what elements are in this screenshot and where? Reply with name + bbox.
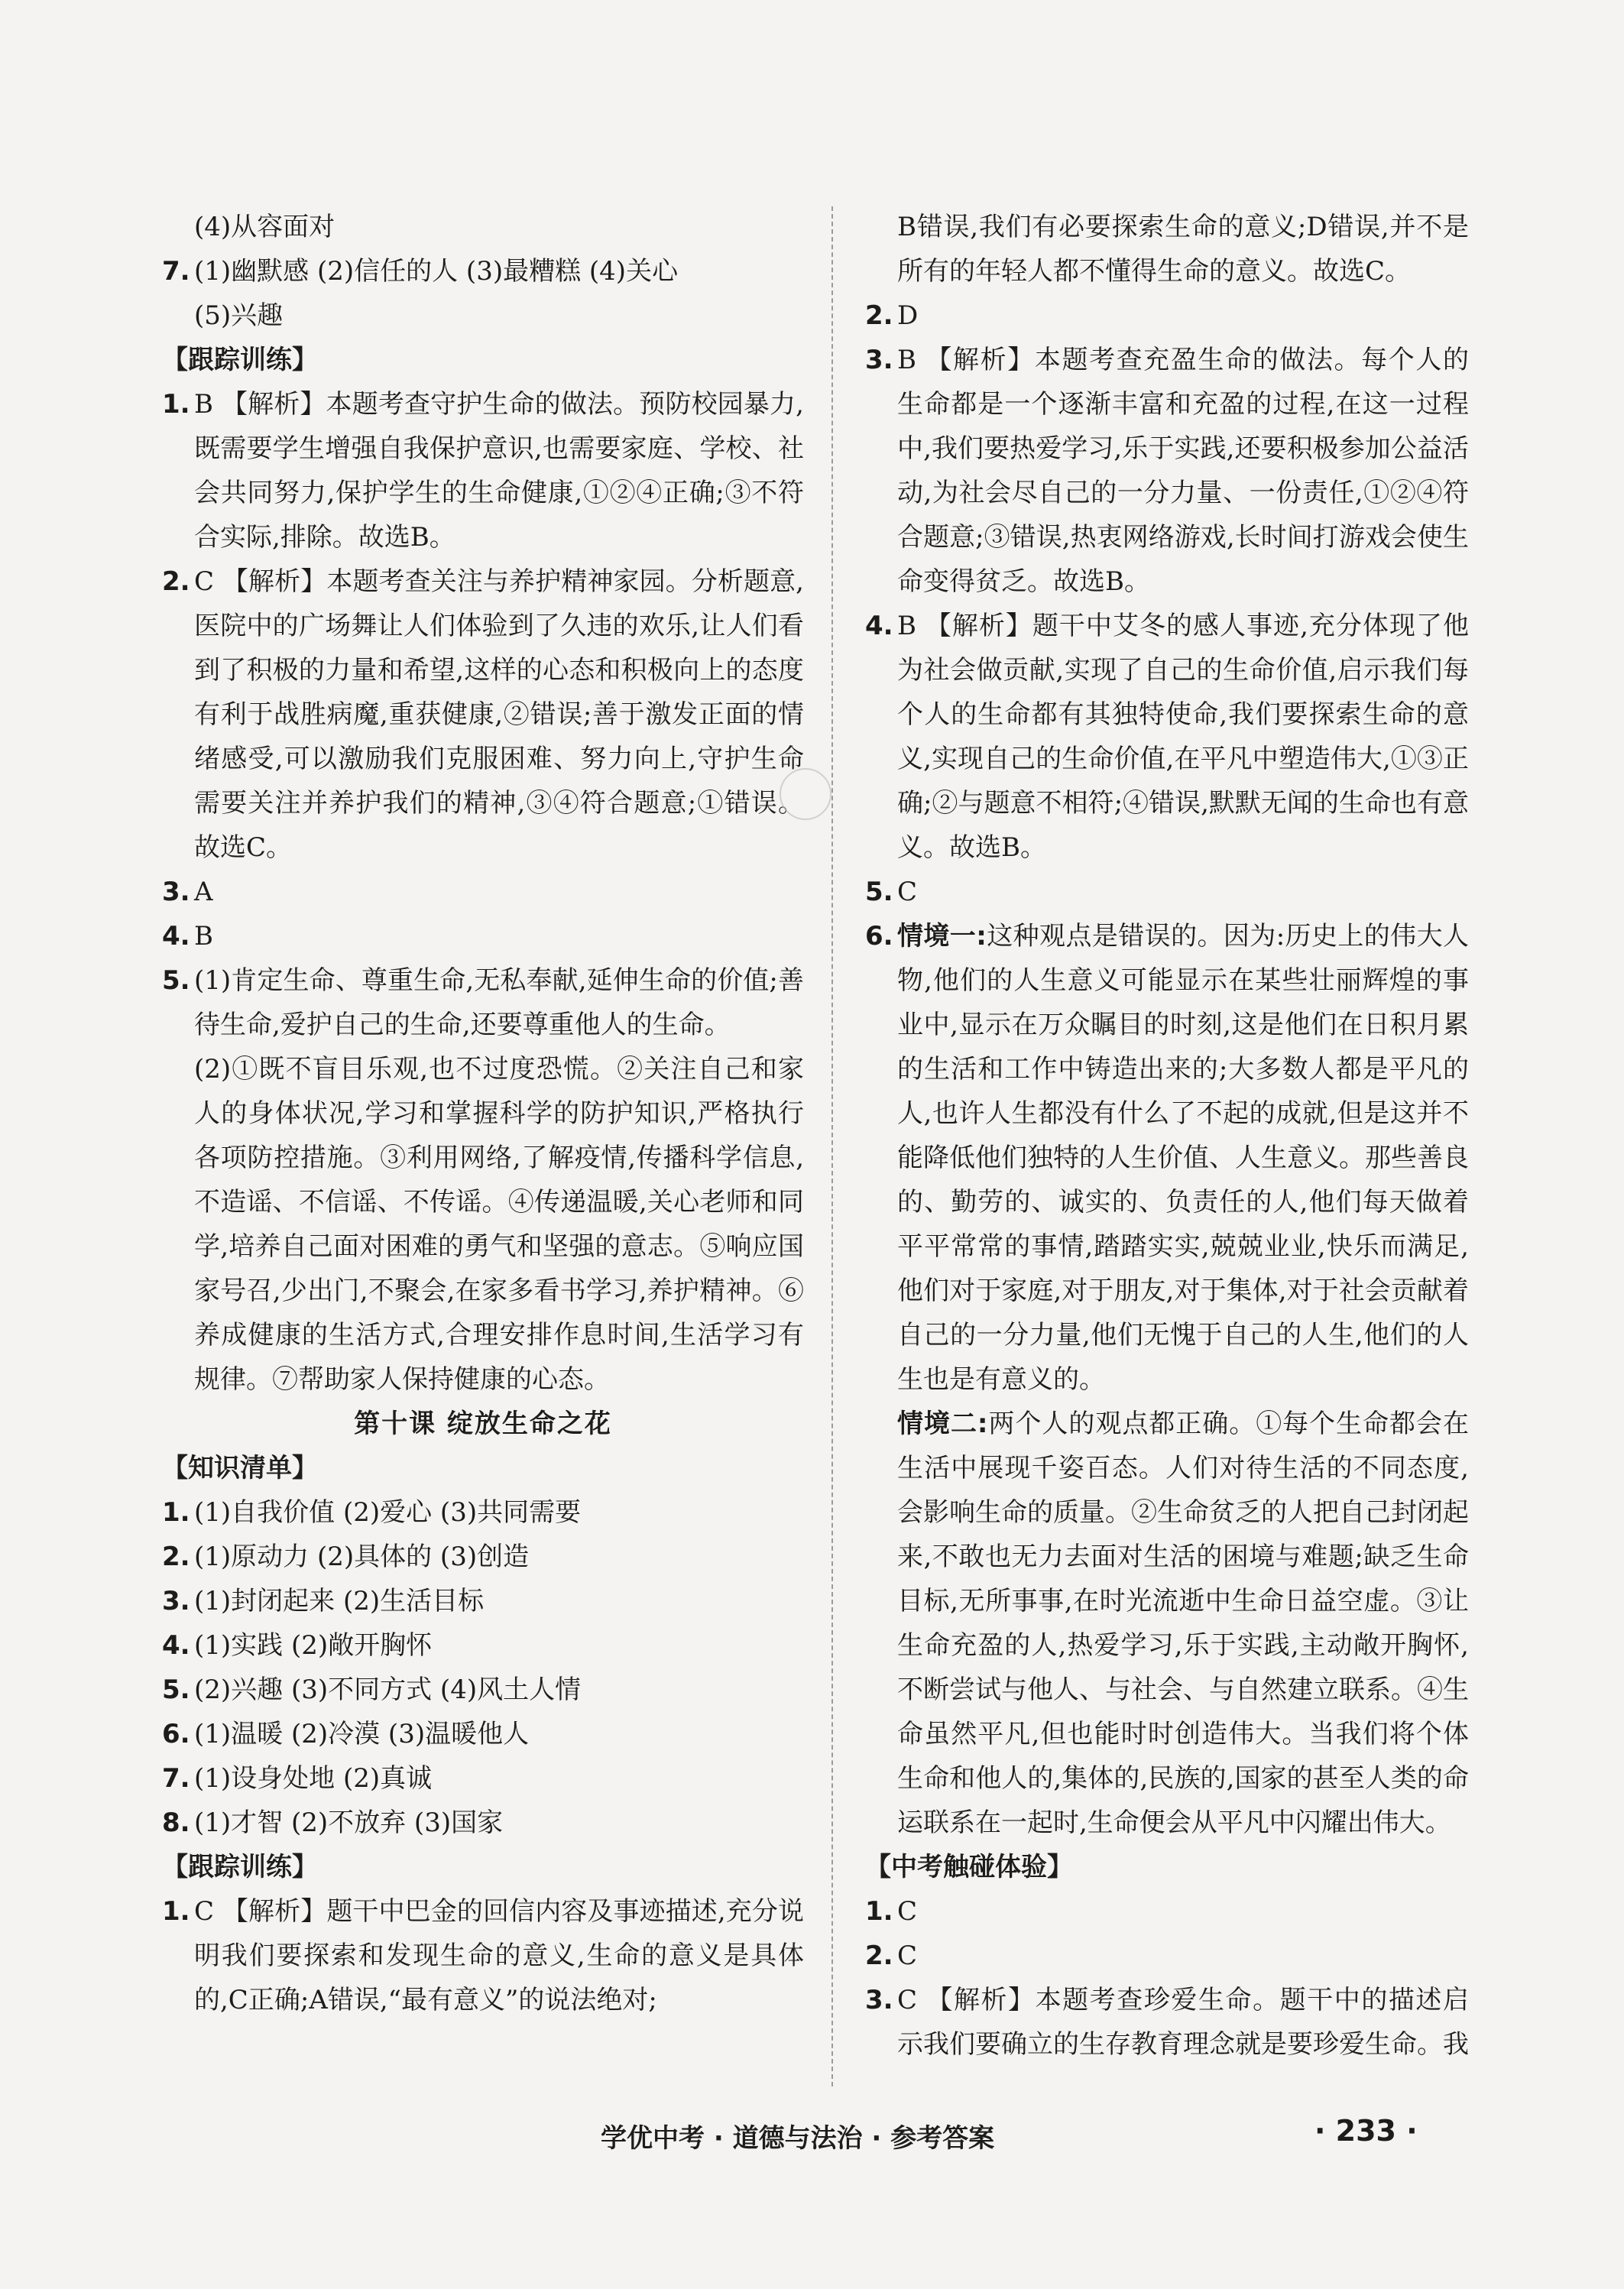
- answer-text: (1)肯定生命、尊重生命,无私奉献,延伸生命的价值;善待生命,爱护自己的生命,还要尊重他人的生命。: [194, 965, 804, 1040]
- answer-text: C 【解析】本题考查珍爱生命。题干中的描述启示我们要确立的生存教育理念就是要珍爱生命。我: [897, 1985, 1469, 2060]
- answer-text: B: [194, 921, 213, 952]
- section-heading: 【中考触碰体验】: [865, 1852, 1073, 1882]
- exam-2: [865, 1934, 1469, 1978]
- item-number: 4.: [865, 611, 893, 641]
- item-number: 3.: [162, 1586, 190, 1616]
- answer-text: B 【解析】本题考查守护生命的做法。预防校园暴力,既需要学生增强自我保护意识,也需要家庭、学校、社会共同努力,保护学生的生命健康,①②④正确;③不符合实际,排除。故选B。: [194, 389, 804, 553]
- item-number: 8.: [162, 1808, 190, 1838]
- answer-text: C: [897, 877, 918, 907]
- answer-text: (1)自我价值 (2)爱心 (3)共同需要: [194, 1497, 582, 1528]
- tracking2-5: [865, 870, 1469, 914]
- item-number: 4.: [162, 1630, 190, 1661]
- tracking2-1: [162, 1889, 804, 2022]
- answer-text: 两个人的观点都正确。①每个生命都会在生活中展现千姿百态。人们对待生活的不同态度,会影响生命的质量。②生命贫乏的人把自己封闭起来,不敢也无力去面对生活的困境与难题;缺乏生命目标,无所事事,在时光流逝中生命日益空虚。③让生命充盈的人,热爱学习,乐于实践,主动敞开胸怀,不断尝试与他人、与社会、与自然建立联系。④生命虽然平凡,但也能时时创造伟大。当我们将个体生命和他人的,集体的,民族的,国家的甚至人类的命运联系在一起时,生命便会从平凡中闪耀出伟大。: [897, 1409, 1469, 1838]
- tracking-4: [162, 914, 804, 958]
- item-number: 2.: [865, 300, 893, 331]
- item-number: 4.: [162, 921, 190, 952]
- exam-1: [865, 1889, 1469, 1934]
- exam-3: [865, 1978, 1469, 2067]
- item-number: 6.: [865, 921, 893, 952]
- page-number: · 233 ·: [1314, 2114, 1418, 2148]
- answer-text: B 【解析】本题考查充盈生命的做法。每个人的生命都是一个逐渐丰富和充盈的过程,在这一过程中,我们要热爱学习,乐于实践,还要积极参加公益活动,为社会尽自己的一分力量、一份责任,①②④符合题意;③错误,热衷网络游戏,长时间打游戏会使生命变得贫乏。故选B。: [897, 345, 1469, 597]
- answer-text: (1)幽默感 (2)信任的人 (3)最糟糕 (4)关心: [194, 256, 679, 287]
- item-number: 2.: [865, 1940, 893, 1971]
- answer-continuation: B错误,我们有必要探索生命的意义;D错误,并不是所有的年轻人都不懂得生命的意义。故选C。: [897, 212, 1469, 287]
- right-column: [865, 205, 1469, 2067]
- footer-title: 学优中考 · 道德与法治 · 参考答案: [601, 2123, 995, 2154]
- knowledge-2: [162, 1535, 804, 1579]
- knowledge-3: [162, 1579, 804, 1623]
- section-heading: 【跟踪训练】: [162, 1852, 318, 1882]
- item-number: 7.: [162, 256, 190, 287]
- scene-label: 情境二:: [897, 1409, 988, 1439]
- scene-label: 情境一:: [897, 921, 987, 952]
- item-number: 2.: [162, 1542, 190, 1572]
- answer-text: C: [897, 1940, 918, 1971]
- item-number: 1.: [162, 1896, 190, 1927]
- answer-text: (5)兴趣: [194, 300, 284, 331]
- item-number: 2.: [162, 566, 190, 597]
- answer-text: A: [194, 877, 213, 907]
- item-number: 1.: [162, 389, 190, 420]
- section-heading: 【跟踪训练】: [162, 345, 318, 375]
- answer-text: (1)温暖 (2)冷漠 (3)温暖他人: [194, 1719, 530, 1749]
- seal-stamp: [780, 768, 831, 820]
- tracking2-3: [865, 338, 1469, 604]
- knowledge-5: [162, 1668, 804, 1712]
- item-number: 5.: [162, 1675, 190, 1705]
- answer-text: B 【解析】题干中艾冬的感人事迹,充分体现了他为社会做贡献,实现了自己的生命价值,启示我们每个人的生命都有其独特使命,我们要探索生命的意义,实现自己的生命价值,在平凡中塑造伟大,①③正确;②与题意不相符;④错误,默默无闻的生命也有意义。故选B。: [897, 611, 1469, 863]
- answer-text: C 【解析】题干中巴金的回信内容及事迹描述,充分说明我们要探索和发现生命的意义,生命的意义是具体的,C正确;A错误,“最有意义”的说法绝对;: [194, 1896, 804, 2015]
- answer-text: (1)原动力 (2)具体的 (3)创造: [194, 1542, 530, 1572]
- column-divider: [831, 206, 833, 2086]
- tracking-3: [162, 870, 804, 914]
- item-number: 5.: [162, 965, 190, 996]
- answer-text: (1)封闭起来 (2)生活目标: [194, 1586, 485, 1616]
- item-number: 7.: [162, 1763, 190, 1794]
- section-heading: 【知识清单】: [162, 1453, 318, 1483]
- answer-text: D: [897, 300, 919, 331]
- answer-text: 这种观点是错误的。因为:历史上的伟大人物,他们的人生意义可能显示在某些壮丽辉煌的事业中,显示在万众瞩目的时刻,这是他们在日积月累的生活和工作中铸造出来的;大多数人都是平凡的人,也许人生都没有什么了不起的成就,但是这并不能降低他们独特的人生价值、人生意义。那些善良的、勤劳的、诚实的、负责任的人,他们每天做着平平常常的事情,踏踏实实,兢兢业业,快乐而满足,他们对于家庭,对于朋友,对于集体,对于社会贡献着自己的一分力量,他们无愧于自己的人生,他们的人生也是有意义的。: [897, 921, 1469, 1395]
- answer-text: (1)设身处地 (2)真诚: [194, 1763, 433, 1794]
- item-number: 3.: [865, 345, 893, 375]
- page-footer: [0, 2114, 1624, 2163]
- lesson-title: 第十课 绽放生命之花: [354, 1409, 612, 1439]
- knowledge-7: [162, 1756, 804, 1801]
- item-number: 3.: [865, 1985, 893, 2015]
- tracking2-2: [865, 293, 1469, 338]
- answer-text: (1)才智 (2)不放弃 (3)国家: [194, 1808, 504, 1838]
- tracking-2: [162, 559, 804, 870]
- answer-text: C: [897, 1896, 918, 1927]
- knowledge-8: [162, 1801, 804, 1845]
- knowledge-1: [162, 1490, 804, 1535]
- tracking2-6: [865, 914, 1469, 1845]
- left-column: [162, 205, 804, 2022]
- item-number: 1.: [865, 1896, 893, 1927]
- answer-text: (2)①既不盲目乐观,也不过度恐慌。②关注自己和家人的身体状况,学习和掌握科学的防护知识,严格执行各项防控措施。③利用网络,了解疫情,传播科学信息,不造谣、不信谣、不传谣。④传递温暖,关心老师和同学,培养自己面对困难的勇气和坚强的意志。⑤响应国家号召,少出门,不聚会,在家多看书学习,养护精神。⑥养成健康的生活方式,合理安排作息时间,生活学习有规律。⑦帮助家人保持健康的心态。: [194, 1054, 804, 1395]
- knowledge-6: [162, 1712, 804, 1756]
- answer-text: C 【解析】本题考查关注与养护精神家园。分析题意,医院中的广场舞让人们体验到了久违的欢乐,让人们看到了积极的力量和希望,这样的心态和积极向上的态度有利于战胜病魔,重获健康,②错误;善于激发正面的情绪感受,可以激励我们克服困难、努力向上,守护生命需要关注并养护我们的精神,③④符合题意;①错误。故选C。: [194, 566, 804, 863]
- item-number: 5.: [865, 877, 893, 907]
- tracking2-4: [865, 604, 1469, 870]
- answer-text: (2)兴趣 (3)不同方式 (4)风土人情: [194, 1675, 582, 1705]
- item-number: 3.: [162, 877, 190, 907]
- tracking-5: [162, 958, 804, 1402]
- tracking-1: [162, 382, 804, 559]
- item-number: 1.: [162, 1497, 190, 1528]
- answer-line: (4)从容面对: [194, 212, 335, 242]
- answer-text: (1)实践 (2)敞开胸怀: [194, 1630, 433, 1661]
- answer-7: [162, 249, 804, 338]
- item-number: 6.: [162, 1719, 190, 1749]
- knowledge-4: [162, 1623, 804, 1668]
